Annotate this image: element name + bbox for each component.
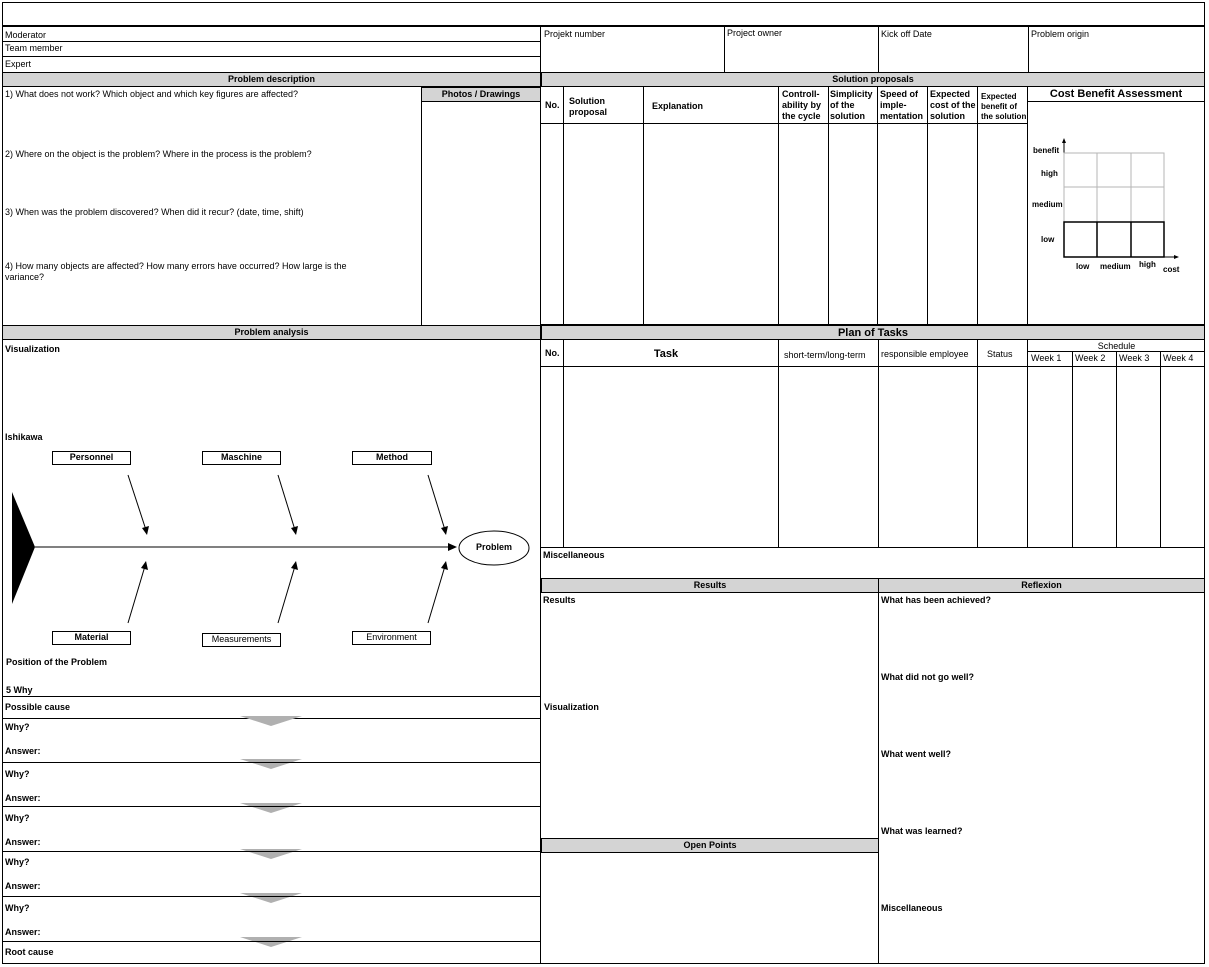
sp-col-no: No.	[545, 100, 560, 110]
project-owner-label: Project owner	[727, 28, 783, 38]
sp-col-cost-3: solution	[930, 111, 965, 121]
answer-2: Answer:	[5, 793, 41, 803]
pa-visualization: Visualization	[5, 344, 60, 354]
ishikawa-label: Ishikawa	[5, 432, 43, 442]
cb-x-medium: medium	[1100, 262, 1131, 271]
reflexion-not-well: What did not go well?	[881, 672, 974, 682]
why-arrows	[232, 712, 312, 952]
project-number-label: Projekt number	[544, 29, 606, 39]
sp-col-control-3: the cycle	[782, 111, 821, 121]
reflexion-miscellaneous: Miscellaneous	[881, 903, 943, 913]
sp-col-solution-1: Solution	[569, 96, 605, 106]
results-header: Results	[541, 578, 879, 593]
cause-measurements: Measurements	[202, 633, 281, 647]
question-4-cont: variance?	[5, 272, 45, 282]
sp-col-benefit-3: the solution	[981, 112, 1027, 121]
cb-x-high: high	[1139, 260, 1156, 269]
cause-method: Method	[352, 451, 432, 465]
answer-3: Answer:	[5, 837, 41, 847]
cb-y-high: high	[1041, 169, 1058, 178]
reflexion-learned: What was learned?	[881, 826, 963, 836]
five-why-label: 5 Why	[6, 685, 33, 695]
problem-origin-label: Problem origin	[1031, 29, 1090, 39]
why-1: Why?	[5, 722, 30, 732]
solution-proposals-header: Solution proposals	[541, 72, 1205, 87]
pt-week-1: Week 1	[1031, 353, 1062, 363]
results-visualization: Visualization	[544, 702, 599, 712]
cb-x-axis: cost	[1163, 265, 1180, 274]
team-member-label: Team member	[5, 43, 63, 53]
moderator-label: Moderator	[5, 30, 47, 40]
cb-y-axis: benefit	[1033, 146, 1060, 155]
sp-col-control-2: ability by	[782, 100, 822, 110]
answer-4: Answer:	[5, 881, 41, 891]
pt-col-status: Status	[987, 349, 1013, 359]
pt-week-4: Week 4	[1163, 353, 1194, 363]
cause-maschine: Maschine	[202, 451, 281, 465]
question-2: 2) Where on the object is the problem? Where in the process is the problem?	[5, 149, 312, 159]
answer-5: Answer:	[5, 927, 41, 937]
reflexion-went-well: What went well?	[881, 749, 952, 759]
pt-miscellaneous: Miscellaneous	[543, 550, 605, 560]
position-of-problem: Position of the Problem	[6, 657, 108, 667]
cause-material: Material	[52, 631, 131, 645]
sp-col-cost-2: cost of the	[930, 100, 976, 110]
cause-environment: Environment	[352, 631, 431, 645]
center-divider	[540, 26, 541, 964]
why-4: Why?	[5, 857, 30, 867]
why-2: Why?	[5, 769, 30, 779]
pt-schedule: Schedule	[1097, 341, 1136, 351]
ishikawa-problem: Problem	[475, 542, 512, 552]
pt-week-2: Week 2	[1075, 353, 1106, 363]
root-cause: Root cause	[5, 947, 54, 957]
cb-x-low: low	[1076, 262, 1090, 271]
why-5: Why?	[5, 903, 30, 913]
expert-label: Expert	[5, 59, 32, 69]
cause-personnel: Personnel	[52, 451, 131, 465]
pt-col-no: No.	[545, 348, 560, 358]
cb-y-low: low	[1041, 235, 1055, 244]
pt-col-term: short-term/long-term	[784, 350, 866, 360]
sp-col-control-1: Controll-	[782, 89, 820, 99]
problem-analysis-header: Problem analysis	[2, 325, 541, 340]
pt-col-task: Task	[653, 348, 679, 360]
photos-drawings-header: Photos / Drawings	[421, 87, 541, 102]
possible-cause: Possible cause	[5, 702, 71, 712]
results-label: Results	[543, 595, 576, 605]
problem-description-header: Problem description	[2, 72, 541, 87]
plan-of-tasks-header: Plan of Tasks	[541, 325, 1205, 340]
question-4: 4) How many objects are affected? How many errors have occurred? How large is the	[5, 261, 347, 271]
sp-col-speed-3: mentation	[880, 111, 924, 121]
sp-col-benefit-2: benefit of	[981, 102, 1017, 111]
question-1: 1) What does not work? Which object and which key figures are affected?	[5, 89, 298, 99]
title-divider	[2, 25, 1205, 27]
open-points-header: Open Points	[541, 838, 879, 853]
answer-1: Answer:	[5, 746, 41, 756]
cost-benefit-matrix	[1050, 135, 1200, 275]
sp-col-speed-2: imple-	[880, 100, 907, 110]
question-3: 3) When was the problem discovered? When did it recur? (date, time, shift)	[5, 207, 304, 217]
sp-col-benefit-1: Expected	[981, 92, 1017, 101]
sp-col-solution-2: proposal	[569, 107, 608, 117]
why-3: Why?	[5, 813, 30, 823]
reflexion-header: Reflexion	[878, 578, 1205, 593]
sp-col-simplicity-1: Simplicity	[830, 89, 873, 99]
sp-col-speed-1: Speed of	[880, 89, 919, 99]
reflexion-achieved: What has been achieved?	[881, 595, 992, 605]
sp-col-explanation: Explanation	[652, 101, 704, 111]
ishikawa-diagram	[0, 440, 540, 660]
cb-y-medium: medium	[1032, 200, 1063, 209]
sp-col-cost-1: Expected	[930, 89, 971, 99]
kick-off-date-label: Kick off Date	[881, 29, 932, 39]
sp-col-simplicity-2: of the	[830, 100, 855, 110]
cost-benefit-title: Cost Benefit Assessment	[1049, 88, 1183, 100]
sp-col-simplicity-3: solution	[830, 111, 865, 121]
pt-week-3: Week 3	[1119, 353, 1150, 363]
pt-col-responsible: responsible employee	[881, 349, 969, 359]
